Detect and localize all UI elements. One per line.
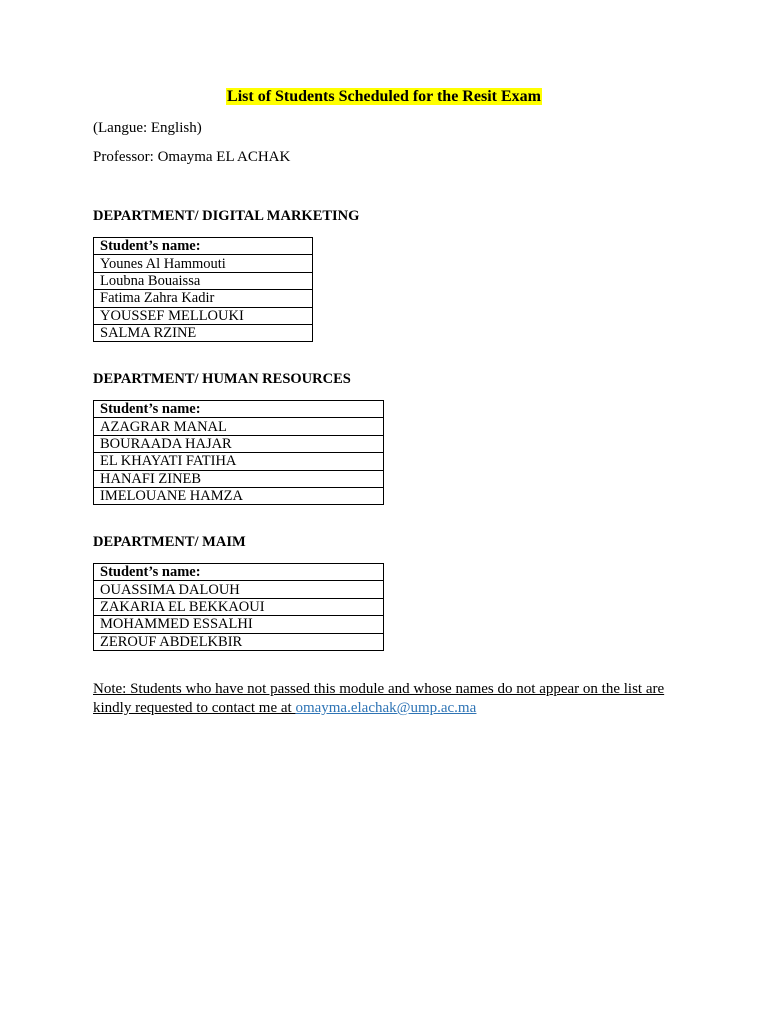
document-title — [0, 87, 768, 107]
table-row — [94, 581, 384, 598]
department-heading-human-resources: DEPARTMENT/ HUMAN RESOURCES — [93, 371, 351, 387]
student-name-cell: Younes Al Hammouti — [94, 255, 313, 272]
table-header-row — [94, 401, 384, 418]
table-row — [94, 633, 384, 650]
professor-line: Professor: Omayma EL ACHAK — [93, 149, 291, 165]
student-table-maim — [93, 563, 384, 651]
table-row — [94, 470, 384, 487]
student-table-human-resources — [93, 400, 384, 505]
student-name-cell: MOHAMMED ESSALHI — [94, 616, 384, 633]
student-name-cell: Fatima Zahra Kadir — [94, 290, 313, 307]
student-name-cell: IMELOUANE HAMZA — [94, 487, 384, 504]
student-name-cell: BOURAADA HAJAR — [94, 435, 384, 452]
contact-note-text: Note: Students who have not passed this module and whose names do not appear on the list are kindly requested to contact me at — [93, 681, 665, 716]
table-row — [94, 616, 384, 633]
table-row — [94, 418, 384, 435]
contact-note — [93, 680, 673, 718]
table-row — [94, 307, 313, 324]
student-table-digital-marketing — [93, 237, 313, 342]
table-row — [94, 255, 313, 272]
column-header: Student’s name: — [94, 238, 313, 255]
student-name-cell: EL KHAYATI FATIHA — [94, 453, 384, 470]
table-row — [94, 435, 384, 452]
contact-email-link[interactable]: omayma.elachak@ump.ac.ma — [295, 700, 477, 716]
table-row — [94, 453, 384, 470]
document-title-text: List of Students Scheduled for the Resit Exam — [227, 88, 541, 105]
student-name-cell: OUASSIMA DALOUH — [94, 581, 384, 598]
student-name-cell: YOUSSEF MELLOUKI — [94, 307, 313, 324]
student-name-cell: AZAGRAR MANAL — [94, 418, 384, 435]
student-name-cell: HANAFI ZINEB — [94, 470, 384, 487]
column-header: Student’s name: — [94, 564, 384, 581]
language-line: (Langue: English) — [93, 120, 202, 136]
table-row — [94, 487, 384, 504]
student-name-cell: Loubna Bouaissa — [94, 272, 313, 289]
table-row — [94, 598, 384, 615]
department-heading-maim: DEPARTMENT/ MAIM — [93, 534, 246, 550]
table-row — [94, 290, 313, 307]
column-header: Student’s name: — [94, 401, 384, 418]
student-name-cell: SALMA RZINE — [94, 324, 313, 341]
table-row — [94, 324, 313, 341]
student-name-cell: ZEROUF ABDELKBIR — [94, 633, 384, 650]
department-heading-digital-marketing: DEPARTMENT/ DIGITAL MARKETING — [93, 208, 360, 224]
table-header-row — [94, 238, 313, 255]
student-name-cell: ZAKARIA EL BEKKAOUI — [94, 598, 384, 615]
table-row — [94, 272, 313, 289]
table-header-row — [94, 564, 384, 581]
